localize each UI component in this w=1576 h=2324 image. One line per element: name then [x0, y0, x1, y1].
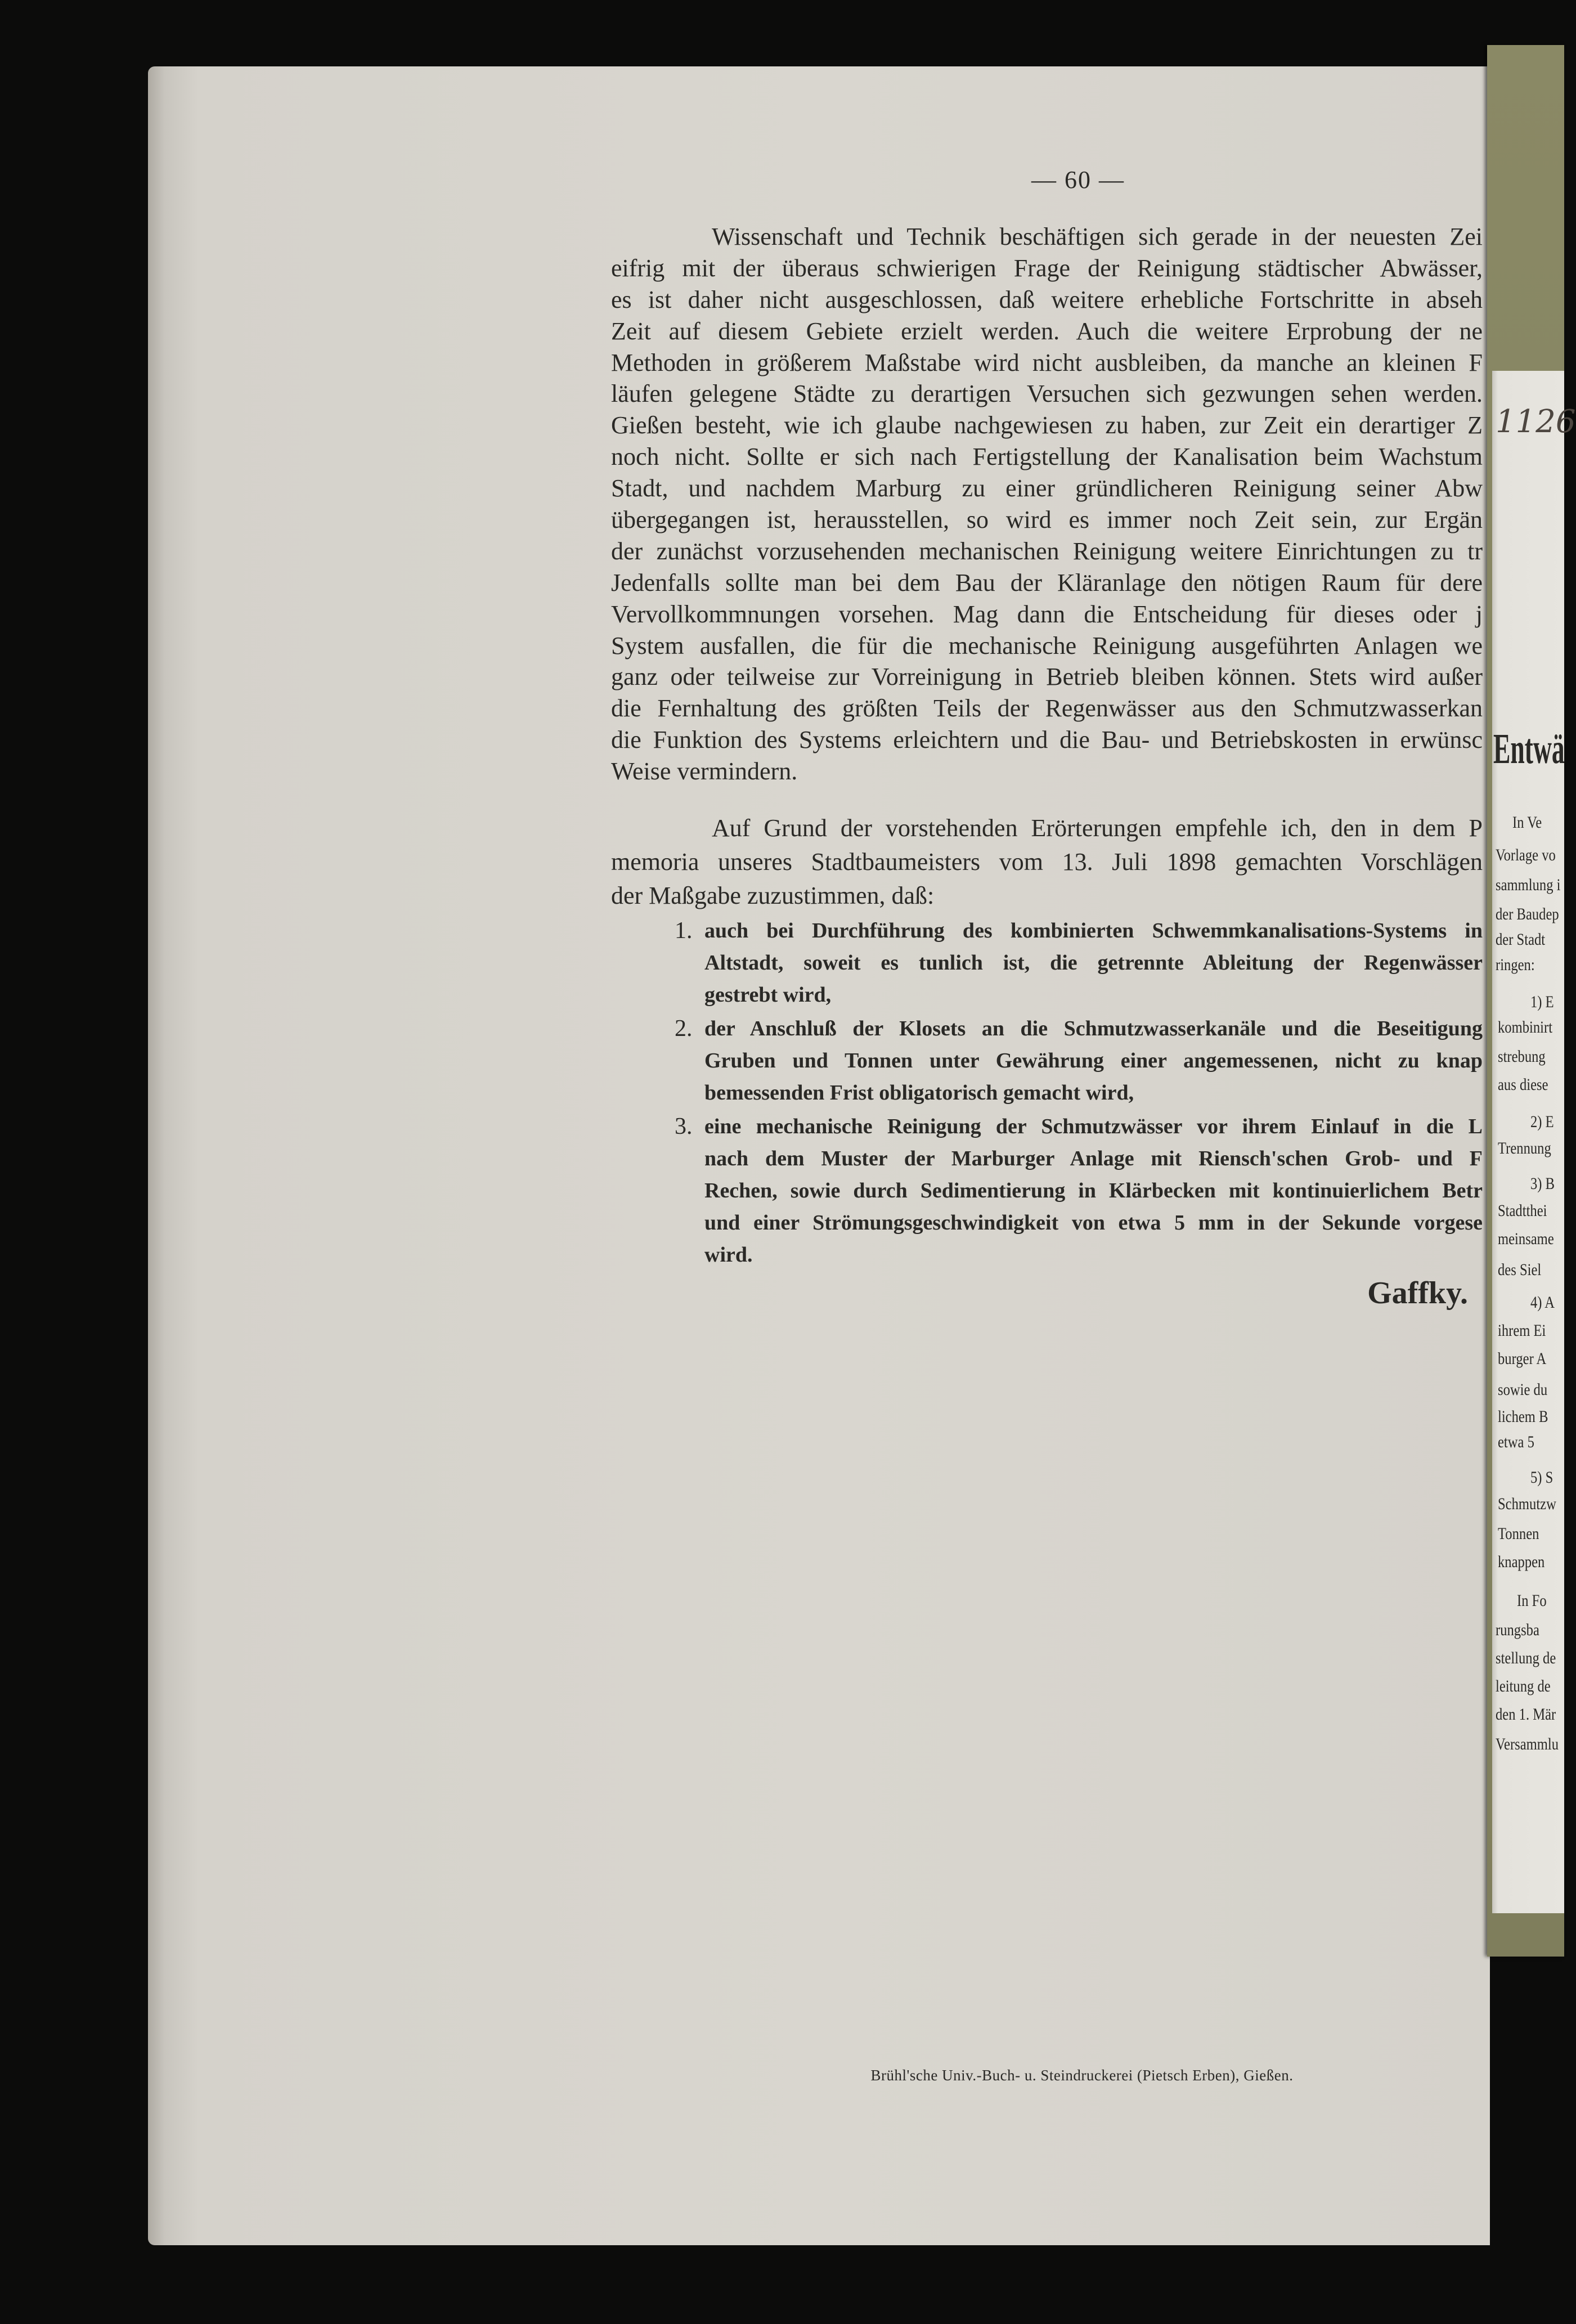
next-page-text-line: der Baudep — [1496, 905, 1559, 923]
text-line: die Fernhaltung des größten Teils der Regenwässer aus den Schmutzwasserkan — [611, 694, 1483, 723]
text-line: System ausfallen, die für die mechanische Reinigung ausgeführten Anlagen we — [611, 631, 1483, 659]
next-page-text-line: 2) E — [1530, 1112, 1554, 1131]
list-line: gestrebt wird, — [704, 983, 832, 1007]
next-page-text-line: Stadtthei — [1498, 1201, 1547, 1220]
signature: Gaffky. — [1367, 1276, 1468, 1311]
next-page-text-line: In Fo — [1517, 1591, 1547, 1610]
next-page-text-line: ihrem Ei — [1498, 1321, 1546, 1340]
list-item-text — [704, 915, 1483, 1011]
text-line: übergegangen ist, herausstellen, so wird es immer noch Zeit sein, zur Ergän — [611, 506, 1483, 534]
list-line: Altstadt, soweit es tunlich ist, die getrennte Ableitung der Regenwässer — [704, 951, 1483, 975]
text-line: Wissenschaft und Technik beschäftigen sich gerade in der neuesten Zei — [712, 223, 1483, 250]
list-line: nach dem Muster der Marburger Anlage mit Riensch'schen Grob- und F — [704, 1147, 1483, 1170]
list-number: 3. — [675, 1114, 693, 1139]
text-line: läufen gelegene Städte zu derartigen Versuchen sich gezwungen sehen werden. — [611, 380, 1483, 408]
next-page-text-line: burger A — [1498, 1349, 1547, 1368]
text-line: ganz oder teilweise zur Vorreinigung in Betrieb bleiben können. Stets wird außer — [611, 663, 1483, 691]
next-page-text-line: Schmutzw — [1498, 1495, 1556, 1513]
next-page-text-line: leitung de — [1496, 1677, 1551, 1695]
handwritten-note: 1126 — [1496, 403, 1576, 440]
text-line: eifrig mit der überaus schwierigen Frage der Reinigung städtischer Abwässer, — [611, 254, 1483, 282]
next-page-text-line: etwa 5 — [1498, 1433, 1534, 1451]
next-page-text-line: In Ve — [1512, 813, 1542, 832]
text-line: Weise vermindern. — [611, 757, 798, 786]
next-page-text-line: 3) B — [1530, 1174, 1555, 1193]
next-page-text-line: sammlung i — [1496, 876, 1561, 894]
list-item-2 — [675, 1013, 1483, 1109]
text-line: memoria unseres Stadtbaumeisters vom 13. Juli 1898 gemachten Vorschlägen — [611, 848, 1483, 876]
next-page-text-line: den 1. Mär — [1496, 1705, 1556, 1724]
text-line: die Funktion des Systems erleichtern und die Bau- und Betriebskosten in erwünsc — [611, 726, 1483, 754]
printer-imprint: Brühl'sche Univ.-Buch- u. Steindruckerei (Pietsch Erben), Gießen. — [870, 2067, 1294, 2084]
text-line: der zunächst vorzusehenden mechanischen Reinigung weitere Einrichtungen zu tr — [611, 537, 1483, 565]
text-line: Methoden in größerem Maßstabe wird nicht ausbleiben, da manche an kleinen F — [611, 348, 1483, 376]
list-line: wird. — [704, 1243, 753, 1267]
list-line: der Anschluß der Klosets an die Schmutzwasserkanäle und die Beseitigung — [704, 1017, 1483, 1040]
list-line: bemessenden Frist obligatorisch gemacht wird, — [704, 1081, 1134, 1105]
text-line: Gießen besteht, wie ich glaube nachgewiesen zu haben, zur Zeit ein derartiger Z — [611, 411, 1483, 439]
list-item-text — [704, 1013, 1483, 1109]
next-page-text-line: knappen — [1498, 1553, 1545, 1571]
list-item-text — [704, 1111, 1483, 1271]
next-page-text-line: ringen: — [1496, 955, 1535, 974]
next-page-text-line: aus diese — [1498, 1075, 1548, 1094]
list-item-3 — [675, 1111, 1483, 1271]
paragraph-2 — [611, 811, 1483, 913]
list-line: und einer Strömungsgeschwindigkeit von etwa 5 mm in der Sekunde vorgese — [704, 1211, 1483, 1235]
list-line: eine mechanische Reinigung der Schmutzwässer vor ihrem Einlauf in die L — [704, 1115, 1483, 1138]
list-line: auch bei Durchführung des kombinierten Schwemmkanalisations-Systems in — [704, 919, 1483, 943]
next-page-text-line: kombinirt — [1498, 1018, 1553, 1037]
text-line: es ist daher nicht ausgeschlossen, daß weitere erhebliche Fortschritte in abseh — [611, 285, 1483, 313]
next-page-text-line: Trennung — [1498, 1139, 1551, 1157]
next-page-text-line: rungsba — [1496, 1621, 1539, 1639]
text-line: Stadt, und nachdem Marburg zu einer gründlicheren Reinigung seiner Abw — [611, 474, 1483, 503]
list-line: Rechen, sowie durch Sedimentierung in Klärbecken mit kontinuierlichem Betr — [704, 1179, 1483, 1203]
next-page-text-line: der Stadt — [1496, 930, 1546, 949]
next-page-fragment — [1492, 371, 1576, 1913]
list-line: Gruben und Tonnen unter Gewährung einer angemessenen, nicht zu knap — [704, 1049, 1483, 1073]
text-line: Auf Grund der vorstehenden Erörterungen empfehle ich, den in dem P — [712, 814, 1483, 842]
text-line: Vervollkommnungen vorsehen. Mag dann die Entscheidung für dieses oder j — [611, 600, 1483, 628]
next-page-text-line: Versammlu — [1496, 1735, 1559, 1753]
document-page — [148, 66, 1490, 2245]
next-page-text-line: Vorlage vo — [1496, 846, 1556, 864]
next-page-text-line: Tonnen — [1498, 1524, 1539, 1543]
list-number: 2. — [675, 1016, 693, 1042]
next-page-text-line: 4) A — [1530, 1293, 1555, 1312]
next-page-text-line: sowie du — [1498, 1380, 1548, 1399]
text-line: noch nicht. Sollte er sich nach Fertigstellung der Kanalisation beim Wachstum — [611, 443, 1483, 471]
next-page-text-line: 5) S — [1530, 1468, 1553, 1487]
text-line: der Maßgabe zuzustimmen, daß: — [611, 882, 935, 909]
next-page-text-line: lichem B — [1498, 1407, 1548, 1426]
text-line: Jedenfalls sollte man bei dem Bau der Kläranlage den nötigen Raum für dere — [611, 568, 1483, 596]
list-item-1 — [675, 915, 1483, 1011]
list-number: 1. — [675, 918, 693, 944]
next-page-text-line: 1) E — [1530, 993, 1554, 1011]
next-page-text-line: stellung de — [1496, 1649, 1556, 1667]
paragraph-1 — [611, 221, 1483, 787]
next-page-text-line: strebung — [1498, 1047, 1546, 1066]
next-page-text-line: meinsame — [1498, 1230, 1554, 1248]
text-line: Zeit auf diesem Gebiete erzielt werden. Auch die weitere Erprobung der ne — [611, 317, 1483, 345]
page-number: — 60 — — [1031, 166, 1125, 194]
next-page-heading: Entwä — [1493, 725, 1565, 773]
next-page-text-line: des Siel — [1498, 1260, 1542, 1279]
